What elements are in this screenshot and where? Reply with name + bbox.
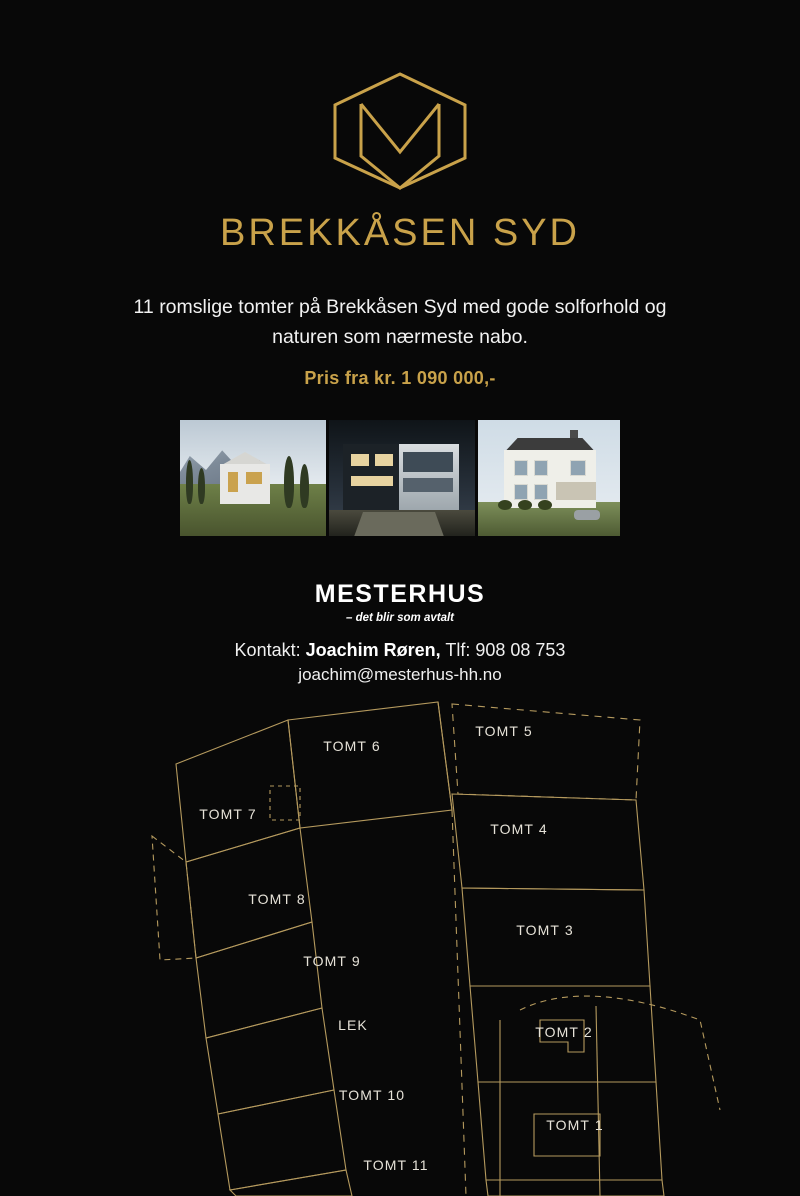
contact-person: Joachim Røren,	[305, 640, 441, 660]
contact-email[interactable]: joachim@mesterhus-hh.no	[298, 665, 502, 684]
photo-modern-house-mountain	[180, 420, 326, 536]
photo-gallery	[180, 420, 620, 536]
plot-label: TOMT 2	[535, 1024, 593, 1040]
photo-dark-modern-villa	[329, 420, 475, 536]
plot-label: TOMT 8	[248, 891, 306, 907]
hexagon-m-logo-icon	[325, 70, 475, 192]
photo-white-classic-house	[478, 420, 620, 536]
builder-logo	[0, 580, 800, 624]
contact-label: Kontakt:	[234, 640, 301, 660]
plot-label: TOMT 11	[363, 1157, 429, 1173]
plot-label: TOMT 10	[338, 1087, 406, 1103]
plot-label: TOMT 1	[546, 1117, 604, 1133]
plot-label: TOMT 9	[303, 953, 361, 969]
plot-label: TOMT 6	[323, 738, 381, 754]
site-plan-svg	[0, 690, 800, 1196]
price-text: Pris fra kr. 1 090 000,-	[304, 368, 496, 388]
contact-phone: Tlf: 908 08 753	[445, 640, 566, 660]
plot-label: LEK	[338, 1017, 368, 1033]
builder-tagline: – det blir som avtalt	[345, 612, 454, 624]
contact-block	[0, 640, 800, 685]
intro-text: 11 romslige tomter på Brekkåsen Syd med gode solforhold og naturen som nærmeste nabo.	[133, 296, 667, 348]
plot-label: TOMT 3	[516, 922, 574, 938]
logo-container	[0, 70, 800, 192]
plot-label: TOMT 5	[475, 723, 533, 739]
builder-name: MESTERHUS	[314, 580, 486, 608]
plot-label: TOMT 4	[490, 821, 548, 837]
site-plan-map	[0, 690, 800, 1196]
page-title: BREKKÅSEN SYD	[220, 212, 580, 254]
plot-boundaries	[152, 702, 720, 1196]
plot-label: TOMT 7	[199, 806, 257, 822]
